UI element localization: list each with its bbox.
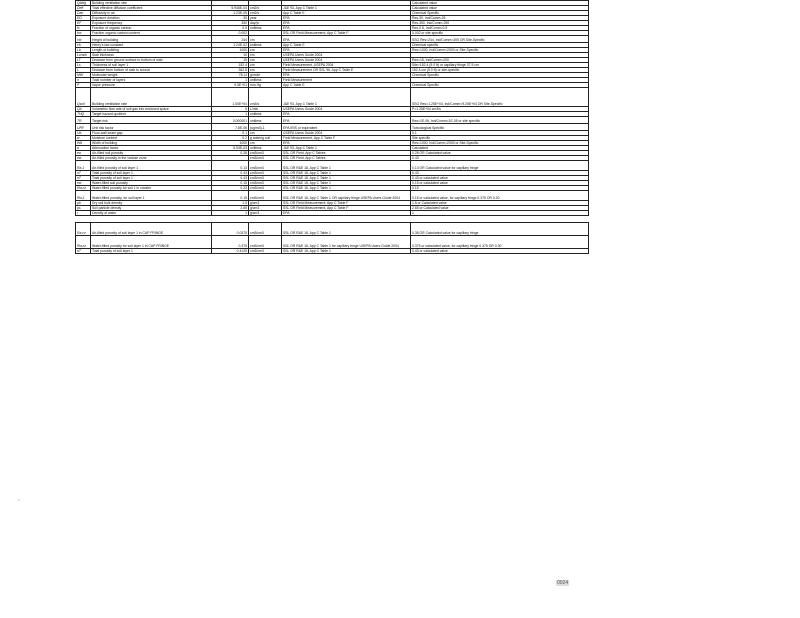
cell-desc: Distance from ground surface to bottom of slab [91,58,212,63]
cell-note: Toxicological Specific [411,124,589,131]
cell-desc: Length of building [91,48,212,53]
table-row [76,124,589,131]
cell-note: Calculated value [411,6,589,11]
cell-ref: App C Table E [282,43,411,48]
cell-unit: cm3/s [249,88,282,107]
cell-sym: Hc [76,43,91,48]
cell-unit: day/yr [249,21,282,26]
cell-unit: cm [249,131,282,136]
cell-val: 244 [212,36,249,43]
cell-desc: Dry soil bulk density [91,201,212,206]
cell-unit: cm3/cm3 [249,223,282,236]
cell-desc: Air-filled porosity of soil layer 1 [91,161,212,171]
cell-desc: Slab thickness [91,53,212,58]
cell-unit: unitless [249,26,282,31]
cell-sym: MW [76,73,91,78]
cell-unit: unitless [249,43,282,48]
cell-val: 350 [212,21,249,26]
cell-sym: Rw,cz [76,186,91,191]
cell-ref: EPA [282,112,411,117]
parameter-table-body [76,1,589,254]
table-row [76,117,589,124]
cell-ref: SSL OR Field Measurement, App C Table F [282,206,411,211]
cell-note: Calculated [411,146,589,151]
table-row [76,249,589,254]
cell-val: 1.5 [212,201,249,206]
cell-ref: Field Measurement, USEPA 2004 [282,63,411,68]
gap-cell [282,216,411,223]
cell-val: 0.43 [212,171,249,176]
cell-val: 1000 [212,48,249,53]
cell-unit: cm [249,48,282,53]
cell-val: 0.4125 [212,249,249,254]
cell-desc: Total porosity of soil layer 1 [91,171,212,176]
cell-ref: EPA [282,26,411,31]
cell-sym: URF [76,124,91,131]
cell-unit: g/mole [249,73,282,78]
cell-unit: cm3/cm3 [249,156,282,161]
cell-unit: unitless [249,78,282,83]
cell-ref: USEPA Users Guide 2004 [282,131,411,136]
cell-ref: EPA [282,48,411,53]
cell-sym: nT [76,171,91,176]
cell-desc: Fraction organic carbon content [91,31,212,36]
cell-unit: cm3/cm3 [249,176,282,181]
cell-desc: Attenuation factor [91,146,212,151]
cell-note: 2.65 or Calculated value [411,206,589,211]
cell-ref: EPA [282,21,411,26]
cell-val: 1.23E-05 [212,11,249,16]
cell-desc: Unit risk factor [91,124,212,131]
cell-ref: EPA IRIS or equivalent [282,124,411,131]
cell-ref: Field Measurement, App C Table F [282,136,411,141]
cell-val: 7.8E-06 [212,124,249,131]
cell-val: 30 [212,16,249,21]
cell-unit: cm3/cm3 [249,236,282,249]
cell-val: 5 [212,107,249,112]
cell-val: 1.00E+04 [212,88,249,107]
cell-note: Res=1000, Ind/Comm=2000 or Site-Specific [411,48,589,53]
cell-sym: P [76,83,91,88]
cell-ref: SSL OR R&E 18, App C Table 1 [282,249,411,254]
cell-unit: (ug/m3)-1 [249,124,282,131]
cell-ref: EPA [282,117,411,124]
cell-sym: Dair [76,11,91,16]
gap-cell [411,216,589,223]
cell-sym: LT [76,58,91,63]
cell-val: 0.23 [212,186,249,191]
cell-desc: Water-filled porosity for soil 1 in crwater [91,186,212,191]
cell-note: SSG Res=244, Ind/Comm=305 OR Site-Specific [411,36,589,43]
cell-note: 0.002 or site specific [411,31,589,36]
cell-unit: cm [249,36,282,43]
cell-note: 0.43 or calculated value [411,249,589,254]
cell-note: Chemical Specific [411,83,589,88]
cell-val: 0.5 [212,26,249,31]
cell-sym: Rw,cz [76,236,91,249]
cell-ref: SSL OR Field, App C Tables [282,151,411,156]
cell-ref: EPA [282,211,411,216]
cell-sym: Rw,1 [76,191,91,201]
cell-note: Res-30, Ind/Comm-25 [411,16,589,21]
cell-note: 0.13 OR Calculated value for capillary fringe [411,161,589,171]
cell-unit: L/min [249,107,282,112]
cell-unit: g/cm3 [249,201,282,206]
cell-desc: Width of building [91,141,212,146]
cell-sym: Deff [76,6,91,11]
cell-val: 1.24E-02 [212,43,249,48]
cell-ref: J&E 93, App C Table 1 [282,146,411,151]
cell-val: 0.15 [212,191,249,201]
cell-val: 0.15 [212,181,249,186]
cell-ref: SSL OR R&E 18, App C Table 1 [282,186,411,191]
cell-note: 0.28 OR Calculated value [411,151,589,156]
cell-ref: EPA [282,36,411,43]
cell-sym: w [76,136,91,141]
cell-sym: fc [76,26,91,31]
cell-note: 0.43 [411,156,589,161]
parameter-table [75,0,589,254]
cell-sym: a [76,146,91,151]
cell-sym: Qsoil [76,88,91,107]
cell-desc: Density of water [91,211,212,216]
cell-unit: cm3/cm3 [249,151,282,156]
cell-ref: EPA [282,141,411,146]
cell-desc: Total porosity of soil layer 1 [91,176,212,181]
cell-sym: THQ [76,112,91,117]
cell-sym: Qbldg [76,1,91,6]
gap-cell [91,216,212,223]
cell-val: 0.002 [212,31,249,36]
cell-desc: Fraction of organic carbon [91,26,212,31]
cell-desc: Total porosity of soil layer 1 [91,249,212,254]
cell-unit: cm3/cm3 [249,181,282,186]
cell-sym: Ls [76,63,91,68]
cell-note: Site specific [411,136,589,141]
cell-note: 0.43 or calculated value [411,176,589,181]
cell-ref: SSL OR R&E 18, App C Table 1 for capillary fringe USEPA Users Guide 2004 [282,236,411,249]
cell-note: 0.38 OR Calculated value for capillary fringe [411,223,589,236]
cell-ref: SSL OR R&E 18, App C Table 1 [282,176,411,181]
cell-desc: Total effective diffusion coefficient [91,6,212,11]
cell-val: 5.946E-04 [212,6,249,11]
cell-note: P=1.25E+04 cm3/s [411,107,589,112]
cell-sym: pb [76,201,91,206]
cell-ref: J&E 93, App C Table 1 [282,88,411,107]
cell-val: 362.5 [212,68,249,73]
gap-cell [249,216,282,223]
cell-note: 0.15 or calculated value, for capillary fringe 0.375 OR 0.30 [411,191,589,201]
cell-ref: EPA [282,16,411,21]
cell-unit: cm2/s [249,11,282,16]
cell-note: 0.15 [411,186,589,191]
table-row [76,88,589,107]
cell-unit: unitless [249,112,282,117]
cell-desc: Water-filled porosity, for soil layer 1 [91,191,212,201]
cell-note: Chemical specific [411,43,589,48]
cell-unit: cm [249,53,282,58]
cell-note: SSG Res=1.25E+04, Ind/Comm=9.25E+04 OR Site-Specific [411,88,589,107]
cell-sym: Lcrack [76,53,91,58]
cell-note: Chemical Specific [411,11,589,16]
cell-unit: g/cm3 [249,211,282,216]
gap-cell [212,216,249,223]
cell-ref: J&E 93, App C Table 1 [282,6,411,11]
cell-sym: ew [76,156,91,161]
cell-unit: cm [249,58,282,63]
cell-desc: Volumetric flow rate of soil gas into enclosed space [91,107,212,112]
cell-sym: Qb [76,107,91,112]
cell-desc: Air-filled porosity of soil layer 1 in CAP FRINGE [91,223,212,236]
cell-unit: g/cm3 [249,206,282,211]
cell-note: Site=152.4 (5.0 ft) or capillary fringe 37.5 cm [411,63,589,68]
cell-val: 78.11 [212,73,249,78]
cell-ref: SSL OR R&E 18, App C Table 1 [282,181,411,186]
cell-note: Res=1000, Ind/Comm=2000 or Site-Specific [411,141,589,146]
parameter-table-sheet [75,0,570,254]
cell-sym: n [76,78,91,83]
cell-val: 0.28 [212,151,249,156]
cell-sym: Lb [76,48,91,53]
cell-val: 1 [212,78,249,83]
cell-val: 5.53E-03 [212,146,249,151]
cell-note: Calculated value [411,1,589,6]
cell-desc: Vapor pressure [91,83,212,88]
cell-sym: foc [76,31,91,36]
cell-val: 152.4 [212,63,249,68]
table-row [76,223,589,236]
cell-sym: ps [76,206,91,211]
cell-desc: Height of building [91,36,212,43]
cell-unit: year [249,16,282,21]
cell-ref: SSL OR Field, App C Tables [282,156,411,161]
cell-unit: cm3/cm3 [249,171,282,176]
cell-ref: App C Table E [282,83,411,88]
cell-desc: Exposure frequency [91,21,212,26]
stray-mark: ˎ [18,495,20,501]
cell-sym: nT [76,249,91,254]
cell-desc: Diffusivity in air [91,11,212,16]
gap-cell [76,216,91,223]
cell-ref: SSL OR R&E 18, App C Table 1 OR capillary fringe USEPA Users Guide 2004 [282,191,411,201]
cell-note: Res=15, Ind/Comm=200 [411,58,589,63]
cell-sym: r [76,211,91,216]
cell-note: Res=1E-06, Ind/Comm=1E-05 or site specific [411,117,589,124]
cell-note: 1 [411,211,589,216]
cell-val: 0.1 [212,131,249,136]
cell-ref: USEPA Users Guide 2004 [282,53,411,58]
cell-ref: USEPA Users Guide 2004 [282,107,411,112]
cell-note: 1.5 or Calculated value [411,201,589,206]
cell-desc: Water-filled porosity for soil layer 1 in CAP FRINGE [91,236,212,249]
cell-desc: Soil particle density [91,206,212,211]
table-row [76,236,589,249]
cell-sym: Hb [76,36,91,43]
cell-sym: Ra,cz [76,223,91,236]
cell-unit: cm [249,63,282,68]
cell-note: 0.1 [411,131,589,136]
cell-desc: Target risk [91,117,212,124]
cell-sym: Wb [76,141,91,146]
cell-val: 15 [212,58,249,63]
cell-sym: EF [76,21,91,26]
cell-sym: Ra,1 [76,161,91,171]
table-row [76,191,589,201]
cell-val: 0.13 [212,161,249,171]
cell-note: 0.375 or calculated value, for capillary fringe 0.375 OR 0.30 [411,236,589,249]
table-row [76,36,589,43]
table-row [76,161,589,171]
cell-sym: ea [76,151,91,156]
cell-ref: USEPA Users Guide 2004 [282,58,411,63]
cell-desc: Floor-wall seam gap [91,131,212,136]
cell-note: Chemical Specific [411,73,589,78]
cell-unit: cm [249,141,282,146]
cell-sym: ED [76,16,91,21]
cell-ref: SSL OR Field Measurement, App C Table F [282,31,411,36]
cell-desc: Moisture content [91,136,212,141]
cell-val: 0.2 [212,136,249,141]
cell-note: 152.4 cm (5.0 ft) or site-specific [411,68,589,73]
cell-val: 1 [212,211,249,216]
cell-desc: Henry's law constant [91,43,212,48]
cell-val: 10 [212,53,249,58]
cell-desc: Water-filled soil porosity [91,181,212,186]
cell-val: 2.65 [212,206,249,211]
cell-ref: Field Measurement OR SSL 96, App C Table E [282,68,411,73]
page-number: 0024 [557,580,569,586]
cell-sym: TR [76,117,91,124]
cell-unit: g water/g soil [249,136,282,141]
cell-desc: Building ventilation rate [91,1,212,6]
cell-unit: cm3/cm3 [249,249,282,254]
cell-ref: SSL OR R&E 18, App C Table 1 [282,161,411,171]
cell-note: 0.43 [411,171,589,176]
cell-val: 9.5E+01 [212,83,249,88]
cell-sym: nT [76,176,91,181]
cell-ref: SSL OR R&E 18, App C Table 1 [282,223,411,236]
cell-note: Res-0.5, Ind/Comm-0.5 [411,26,589,31]
cell-desc: Air-filled porosity in the vadose zone [91,156,212,161]
cell-note: 0.15 or calculated value [411,181,589,186]
cell-val: 0.375 [212,236,249,249]
cell-desc: Distance from bottom of slab to source [91,68,212,73]
cell-ref: App C Table E [282,11,411,16]
cell-note: Res-350, Ind/Comm-250 [411,21,589,26]
cell-desc: Thickness of soil layer 1 [91,63,212,68]
cell-unit: cm [249,68,282,73]
cell-unit: unitless [249,146,282,151]
cell-sym: L [76,68,91,73]
cell-val: 1 [212,112,249,117]
cell-val: 0.0375 [212,223,249,236]
cell-unit: cm2/s [249,6,282,11]
table-gap-row [76,216,589,223]
cell-unit: cm3/cm3 [249,191,282,201]
cell-desc: Molecular weight [91,73,212,78]
cell-desc: Total number of layers [91,78,212,83]
cell-desc: Target hazard quotient [91,112,212,117]
cell-ref: EPA [282,73,411,78]
cell-desc: Exposure duration [91,16,212,21]
cell-ref: Field Measurement [282,78,411,83]
cell-val: 0.000001 [212,117,249,124]
cell-sym: ew [76,181,91,186]
cell-val: 0.43 [212,176,249,181]
cell-unit: cm3/cm3 [249,161,282,171]
cell-desc: Air-filled soil porosity [91,151,212,156]
cell-ref: SSL OR R&E 18, App C Table 1 [282,171,411,176]
cell-desc: Building ventilation rate [91,88,212,107]
cell-val: 1000 [212,141,249,146]
cell-unit: cm3/cm3 [249,186,282,191]
cell-sym: Ub [76,131,91,136]
cell-unit: unitless [249,117,282,124]
cell-unit: mm Hg [249,83,282,88]
cell-ref: SSL OR Field Measurement, App C Table F [282,201,411,206]
